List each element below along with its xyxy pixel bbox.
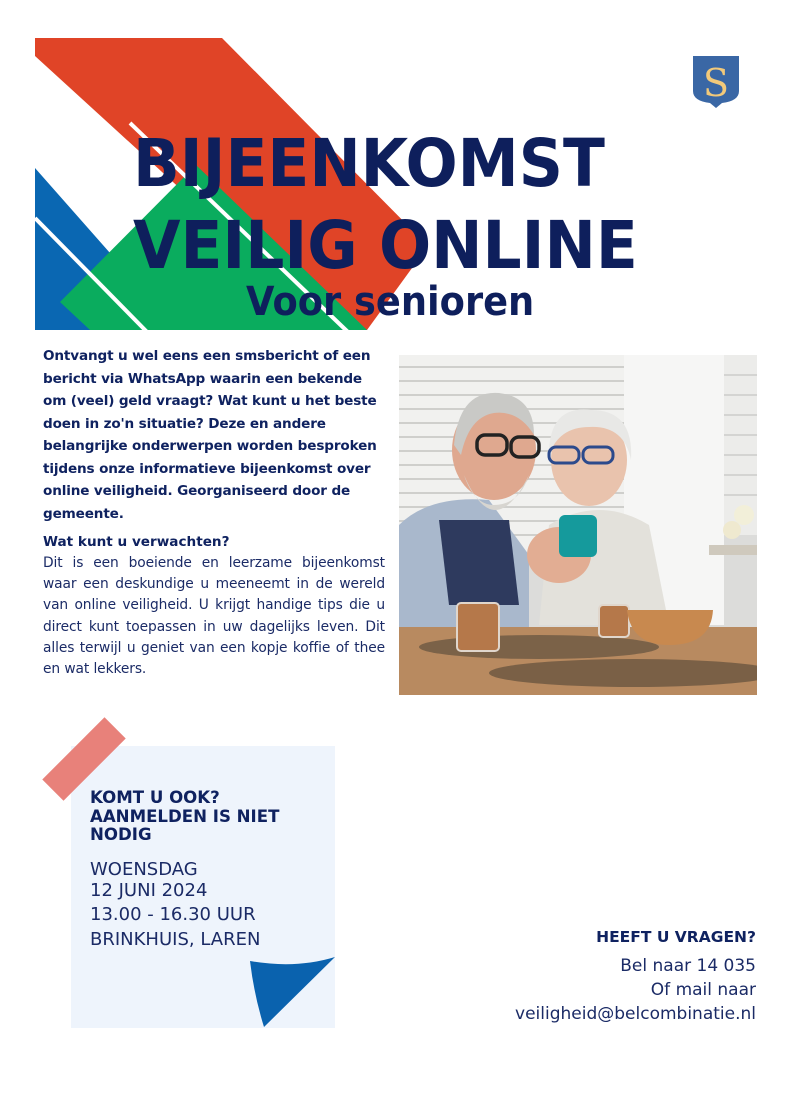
municipal-crest [692,55,740,109]
photo-illustration [399,355,757,695]
event-date: 12 JUNI 2024 [90,879,208,901]
event-details [90,860,330,950]
contact-block [436,926,756,1026]
municipal-shield-icon [692,55,740,109]
title-line-1: BIJEENKOMST [133,125,605,202]
intro-paragraph: Ontvangt u wel eens een smsbericht of een bericht via WhatsApp waarin een bekende om (veel) geld vraagt? Wat kunt u het beste doen in zo'n situatie? Deze en andere belangrijke onderwerpen worden besproken tijdens onze informatieve bijeenkomst over online veiligheid. Georganiseerd door de gemeente. [43,348,377,522]
expect-heading: Wat kunt u verwachten? [43,534,230,550]
expect-paragraph: Dit is een boeiende en leerzame bijeenkomst waar een deskundige u meeneemt in de wereld van online veiligheid. U krijgt handige tips die u direct kunt toepassen in uw dagelijks leven. Dit alles terwijl u geniet van een kopje koffie of thee en wat lekkers. [43,555,385,678]
seniors-photo [399,355,757,695]
event-day: WOENSDAG [90,859,198,880]
event-time: 13.00 - 16.30 UUR [90,904,256,925]
contact-email-link[interactable]: veiligheid@belcombinatie.nl [515,1004,756,1024]
contact-mail-label: Of mail naar [650,980,756,1000]
subtitle: Voor senioren [246,279,535,325]
event-location: BRINKHUIS, LAREN [90,928,261,950]
svg-text:S: S [702,61,730,105]
contact-heading: HEEFT U VRAGEN? [596,928,756,946]
title-line-2: VEILIG ONLINE [133,207,638,284]
contact-phone: Bel naar 14 035 [620,956,756,976]
page-curl-decoration [246,955,338,1031]
event-heading: KOMT U OOK? AANMELDEN IS NIET NODIG [90,788,280,844]
